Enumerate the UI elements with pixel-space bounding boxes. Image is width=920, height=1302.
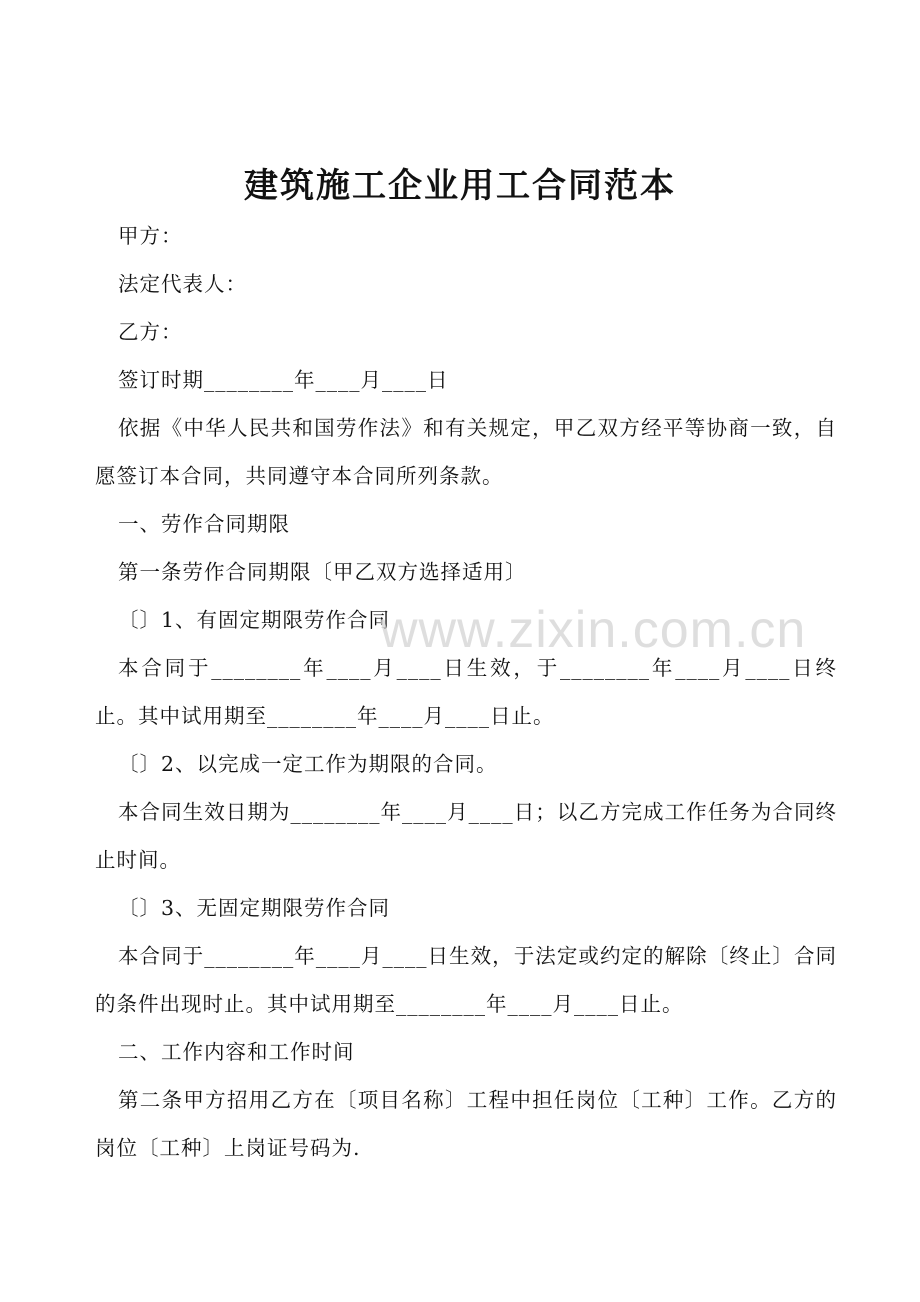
document-body [95,212,837,1172]
option-1-fixed-term: 〔〕1、有固定期限劳作合同 [118,608,391,632]
option-1-detail: 本合同于________年____月____日生效，于________年____月____日终止。其中试用期至________年____月____日止。 [95,656,837,728]
watermark: www.zixin.com.cn [380,601,807,659]
option-2-task-term: 〔〕2、以完成一定工作为期限的合同。 [118,752,498,776]
party-a-line: 甲方： [118,224,183,248]
party-b-line: 乙方： [118,320,183,344]
article-2-paragraph: 第二条甲方招用乙方在〔项目名称〕工程中担任岗位〔工种〕工作。乙方的岗位〔工种〕上岗证号码为. [95,1088,837,1160]
option-2-detail: 本合同生效日期为________年____月____日；以乙方完成工作任务为合同终止时间。 [95,800,837,872]
article-1-heading: 第一条劳作合同期限〔甲乙双方选择适用〕 [118,560,527,584]
section-heading-contract-term: 一、劳作合同期限 [118,512,290,536]
option-3-open-term: 〔〕3、无固定期限劳作合同 [118,896,391,920]
document-title: 建筑施工企业用工合同范本 [244,166,676,206]
section-heading-work-content: 二、工作内容和工作时间 [118,1040,355,1064]
signing-date-line: 签订时期________年____月____日 [118,368,449,392]
preamble-paragraph: 依据《中华人民共和国劳作法》和有关规定，甲乙双方经平等协商一致，自愿签订本合同，共同遵守本合同所列条款。 [95,416,837,488]
legal-representative-line: 法定代表人： [118,272,247,296]
option-3-detail: 本合同于________年____月____日生效，于法定或约定的解除〔终止〕合同的条件出现时止。其中试用期至________年____月____日止。 [95,944,837,1016]
